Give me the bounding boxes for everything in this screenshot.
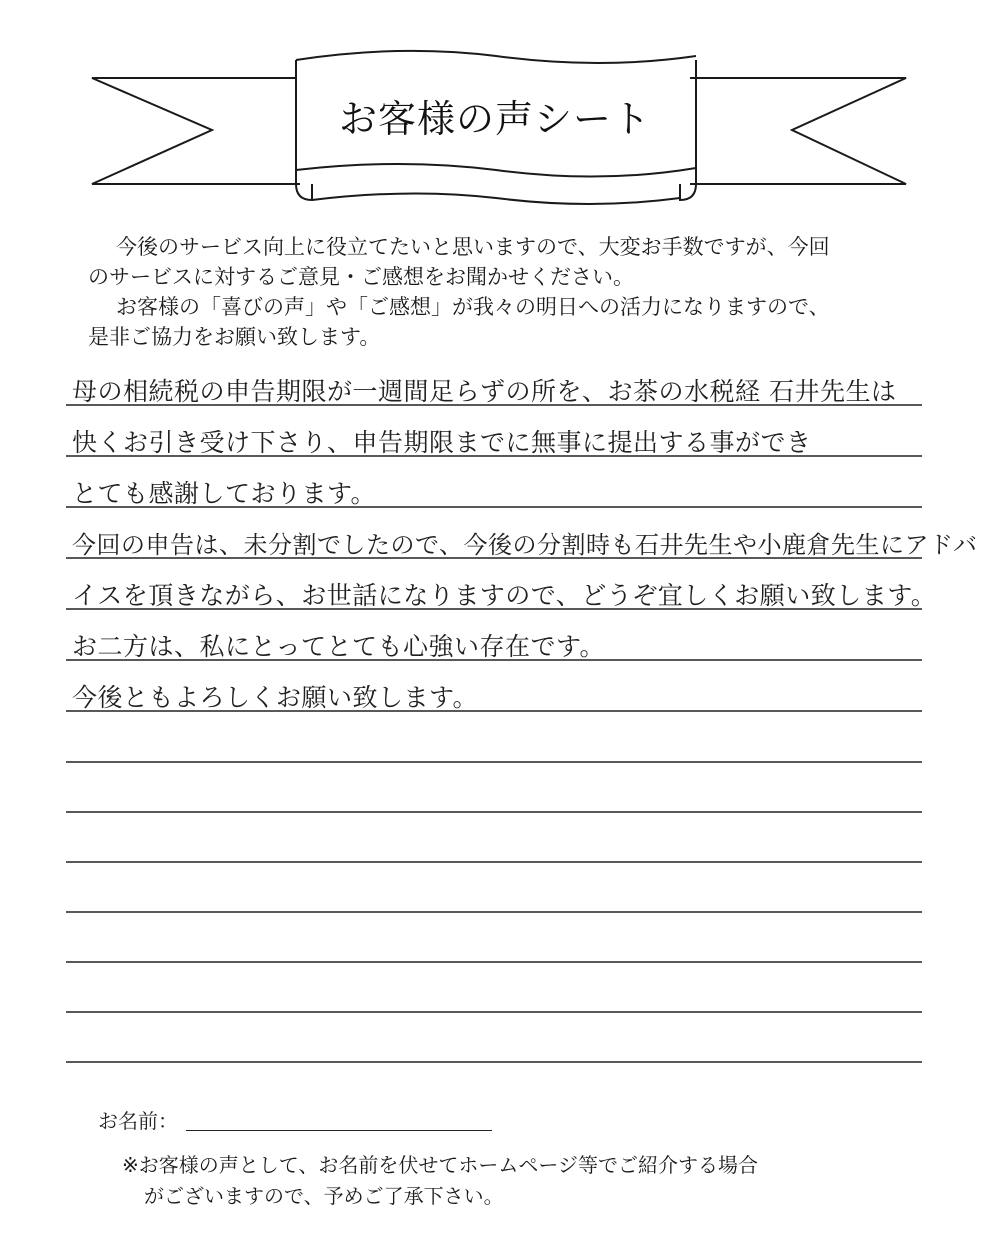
sheet-title: お客様の声シート <box>338 97 651 141</box>
intro-line: のサービスに対するご意見・ご感想をお聞かせください。 <box>88 265 634 289</box>
handwritten-line: 母の相続税の申告期限が一週間足らずの所を、お茶の水税経 石井先生は <box>72 377 897 406</box>
intro-line: 是非ご協力をお願い致します。 <box>88 325 381 349</box>
handwritten-line: 今後ともよろしくお願い致します。 <box>72 683 479 712</box>
note-line: ※お客様の声として、お名前を伏せてホームページ等でご紹介する場合 <box>122 1153 758 1177</box>
handwritten-line: イスを頂きながら、お世話になりますので、どうぞ宜しくお願い致します。 <box>72 581 937 610</box>
handwritten-line: お二方は、私にとってとても心強い存在です。 <box>72 632 606 661</box>
handwritten-line: 今回の申告は、未分割でしたので、今後の分割時も石井先生や小鹿倉先生にアドバ <box>72 531 978 559</box>
name-label: お名前： <box>98 1109 178 1133</box>
intro-line: お客様の「喜びの声」や「ご感想」が我々の明日への活力になりますので、 <box>116 295 830 319</box>
disclaimer-note <box>122 1150 758 1212</box>
handwritten-line: 快くお引き受け下さり、申告期限までに無事に提出する事ができ <box>72 428 812 457</box>
handwritten-line: とても感謝しております。 <box>72 479 377 508</box>
intro-line: 今後のサービス向上に役立てたいと思いますので、大変お手数ですが、今回 <box>116 235 830 259</box>
note-line: がございますので、予めご了承下さい。 <box>144 1184 504 1208</box>
name-field-line <box>186 1130 492 1131</box>
intro-text <box>88 232 948 352</box>
